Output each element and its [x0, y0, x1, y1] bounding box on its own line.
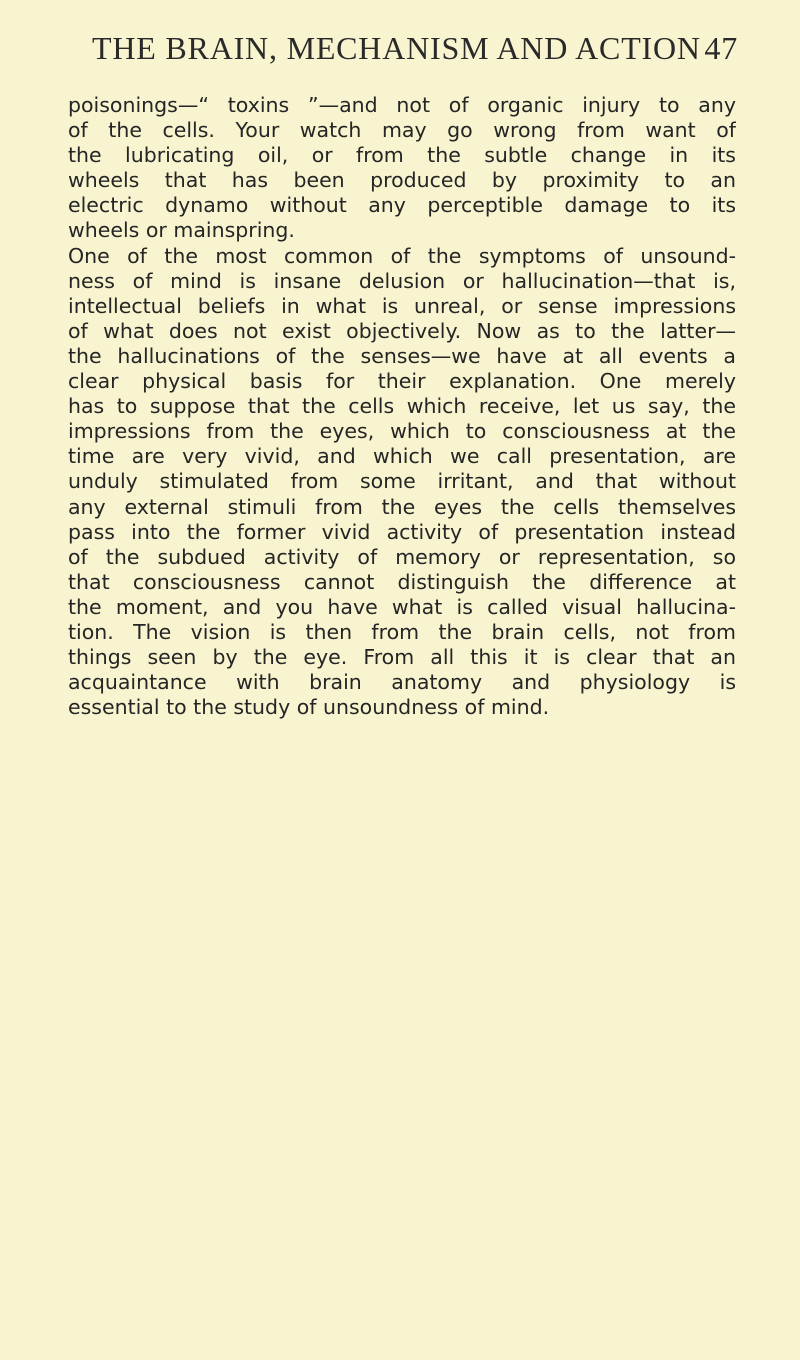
- text-line: the lubricating oil, or from the subtle change in its: [68, 143, 736, 168]
- text-line: any external stimuli from the eyes the cells themselves: [68, 494, 736, 519]
- text-line: impressions from the eyes, which to consciousness at the: [68, 419, 736, 444]
- text-line: acquaintance with brain anatomy and physiology is: [68, 670, 736, 695]
- text-line: intellectual beliefs in what is unreal, or sense impressions: [68, 293, 736, 318]
- text-line: tion. The vision is then from the brain cells, not from: [68, 619, 736, 644]
- text-line: of the subdued activity of memory or representation, so: [68, 544, 736, 569]
- page-number: 47: [704, 30, 738, 66]
- header-title: THE BRAIN, MECHANISM AND ACTION: [92, 30, 701, 66]
- text-line: of what does not exist objectively. Now as to the latter—: [68, 318, 736, 343]
- body-text: [68, 93, 736, 720]
- text-line: wheels or mainspring.: [68, 218, 295, 243]
- text-line: the moment, and you have what is called visual hallucina-: [68, 594, 736, 619]
- text-line: things seen by the eye. From all this it is clear that an: [68, 645, 736, 670]
- text-line: wheels that has been produced by proximity to an: [68, 168, 736, 193]
- text-line: has to suppose that the cells which receive, let us say, the: [68, 394, 736, 419]
- text-line: of the cells. Your watch may go wrong from want of: [68, 118, 736, 143]
- running-head: [92, 30, 738, 76]
- text-line: essential to the study of unsoundness of mind.: [68, 695, 550, 720]
- text-line: the hallucinations of the senses—we have at all events a: [68, 343, 736, 368]
- text-line: that consciousness cannot distinguish the difference at: [68, 569, 736, 594]
- text-line: clear physical basis for their explanation. One merely: [68, 369, 736, 394]
- text-line: time are very vivid, and which we call presentation, are: [68, 444, 736, 469]
- text-line: pass into the former vivid activity of presentation instead: [68, 519, 736, 544]
- text-line: poisonings—“ toxins ”—and not of organic injury to any: [68, 93, 736, 117]
- text-line: ness of mind is insane delusion or hallucination—that is,: [68, 268, 736, 293]
- text-line: electric dynamo without any perceptible damage to its: [68, 193, 736, 218]
- text-line: One of the most common of the symptoms of unsound-: [68, 243, 736, 268]
- text-line: unduly stimulated from some irritant, and that without: [68, 469, 736, 494]
